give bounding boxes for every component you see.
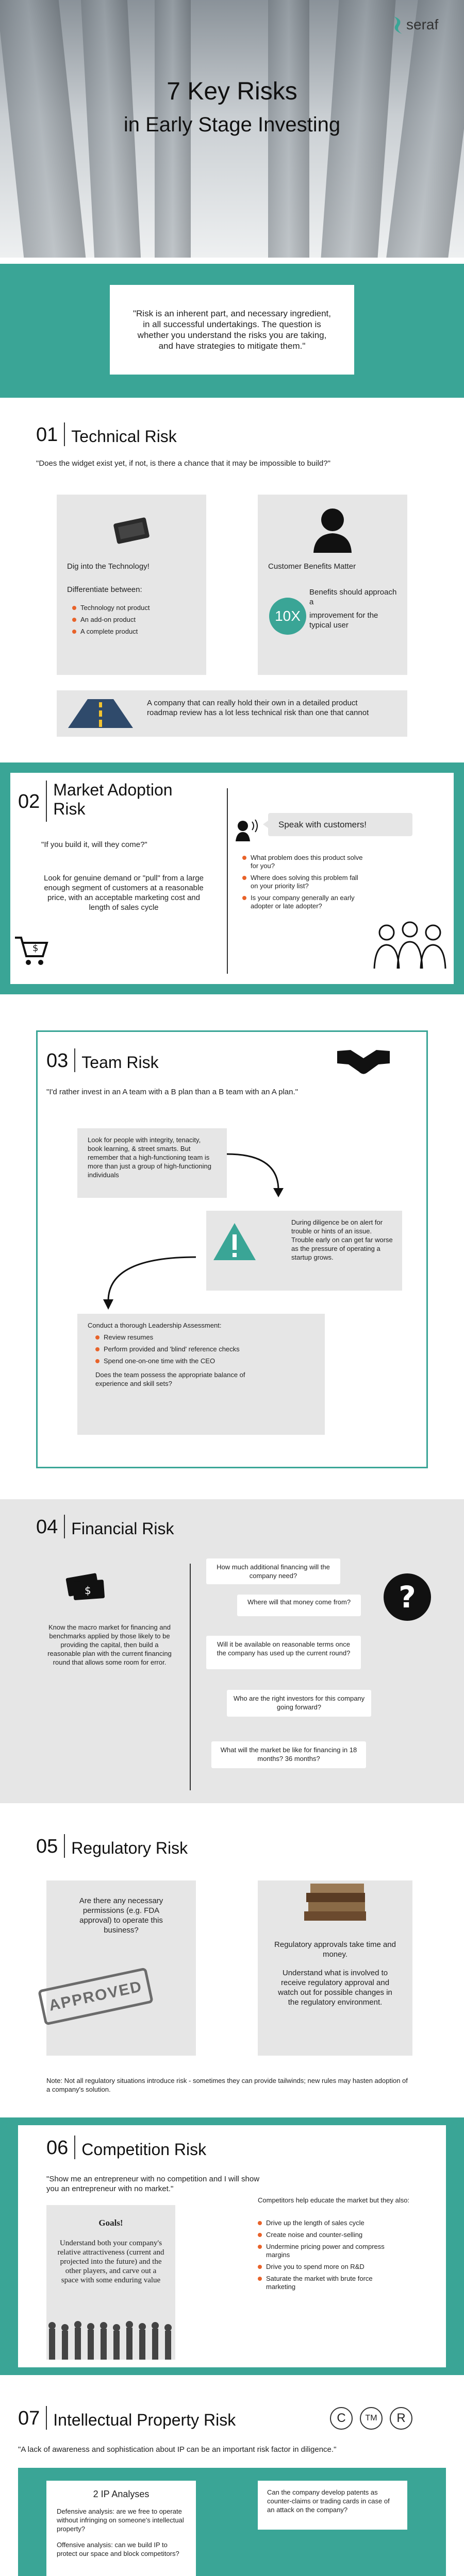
list-item: Technology not product (72, 604, 196, 612)
benefits-card-title: Customer Benefits Matter (268, 562, 356, 571)
trademark-icon: TM (360, 2407, 383, 2430)
section-6-title: Competition Risk (81, 2140, 207, 2159)
section-5-number: 05 (36, 1836, 58, 1857)
question-mark-icon (382, 1571, 433, 1623)
curved-arrow-icon-2 (98, 1252, 201, 1314)
list-item: Review resumes (95, 1333, 250, 1342)
svg-text:$: $ (32, 943, 39, 954)
section-2-header (18, 781, 173, 822)
section-7-number: 07 (18, 2408, 40, 2429)
question-bubble-2: Where will that money come from? (237, 1595, 361, 1616)
patents-box (258, 2481, 407, 2530)
competitors-intro: Competitors help educate the market but they also: (258, 2196, 410, 2204)
regulatory-note: Note: Not all regulatory situations introduce risk - sometimes they can provide tailwinds; new rules may hasten adoption of a company's solution. (46, 2077, 408, 2093)
goals-text: Understand both your company's relative attractiveness (current and projected into the future) and the other players, and carve out a space with some enduring value (57, 2239, 164, 2284)
section-4-number: 04 (36, 1516, 58, 1538)
ip-analyses-title: 2 IP Analyses (93, 2489, 150, 2499)
list-item: Perform provided and 'blind' reference checks (95, 1345, 250, 1353)
approvals-line-1: Regulatory approvals take time and money. (274, 1940, 396, 1959)
cart-icon (13, 933, 49, 969)
financing-text: Know the macro market for financing and benchmarks applied by those likely to be providing the capital, then build a reasonable plan with the current financing round that allows some room for error. (47, 1623, 172, 1666)
leadership-title: Conduct a thorough Leadership Assessment: (88, 1321, 222, 1329)
page-subtitle: in Early Stage Investing (123, 113, 341, 136)
section-5-title: Regulatory Risk (71, 1839, 188, 1857)
competitors-crowd-icon (46, 2318, 175, 2360)
tech-card (57, 495, 206, 675)
approved-stamp: APPROVED (38, 1967, 154, 2025)
offensive-analysis: Offensive analysis: can we build IP to protect our space and block competitors? (57, 2541, 179, 2557)
warning-icon (211, 1221, 258, 1262)
roadmap-card (57, 690, 407, 737)
section-3-quote: "I'd rather invest in an A team with a B plan than a B team with an A plan." (46, 1088, 298, 1096)
ten-x-badge: 10X (269, 598, 306, 635)
section-2-title-line2: Risk (53, 800, 86, 818)
section-1-number: 01 (36, 424, 58, 446)
section-3-header (46, 1048, 159, 1072)
permissions-card (46, 1880, 196, 2056)
section-1-header (36, 422, 177, 446)
section-1-title: Technical Risk (71, 427, 177, 446)
books-icon (299, 1875, 371, 1932)
section-7-title: Intellectual Property Risk (53, 2411, 236, 2429)
list-item: Create noise and counter-selling (258, 2231, 402, 2239)
section-7-header (18, 2406, 236, 2430)
section-1-quote: "Does the widget exist yet, if not, is there a chance that it may be impossible to build?" (36, 459, 330, 468)
section-5-header (36, 1834, 188, 1858)
question-bubble-5: What will the market be like for financing in 18 months? 36 months? (211, 1741, 366, 1768)
seraf-logo[interactable] (392, 14, 438, 35)
ip-symbols (330, 2407, 412, 2430)
road-icon (67, 698, 134, 729)
svg-text:?: ? (399, 1580, 416, 1615)
section-7-quote: "A lack of awareness and sophistication about IP can be an important risk factor in diligence." (18, 2445, 337, 2454)
list-item: Spend one-on-one time with the CEO (95, 1357, 250, 1365)
list-item: An add-on product (72, 616, 196, 624)
customer-questions (242, 850, 366, 914)
section-4-title: Financial Risk (71, 1519, 174, 1538)
speak-bubble: Speak with customers! (268, 813, 412, 836)
section-2-quote: "If you build it, will they come?" (41, 840, 147, 849)
list-item: Saturate the market with brute force marketing (258, 2275, 402, 2291)
user-silhouette-icon (309, 502, 356, 554)
bubble-tail-icon (263, 819, 270, 829)
seraf-logo-text: seraf (406, 16, 439, 32)
svg-text:$: $ (85, 1584, 91, 1597)
benefits-card (258, 495, 407, 675)
team-qualities-text: Look for people with integrity, tenacity, book learning, & street smarts. But remember that a high-functioning team is more than just a group of high-functioning individuals (88, 1136, 211, 1179)
list-item: Undermine pricing power and compress margins (258, 2243, 402, 2259)
competitor-effects-list (258, 2215, 402, 2295)
section-6-header (46, 2136, 206, 2159)
page-title: 7 Key Risks (167, 78, 297, 105)
list-item: A complete product (72, 628, 196, 636)
header-banner (0, 0, 464, 258)
approvals-card (258, 1880, 412, 2056)
list-item: What problem does this product solve for you? (242, 854, 366, 870)
team-qualities-box (77, 1128, 227, 1198)
handshake-icon (335, 1041, 392, 1077)
section-3-title: Team Risk (81, 1053, 159, 1072)
intro-quote-box (108, 283, 356, 376)
section-3-number: 03 (46, 1050, 69, 1072)
divider (227, 788, 228, 974)
registered-icon: R (390, 2407, 412, 2430)
tech-card-title: Dig into the Technology! (67, 562, 150, 571)
roadmap-text: A company that can really hold their own in a detailed product roadmap review has a lot less technical risk than one that cannot (147, 699, 369, 717)
chip-icon (106, 505, 157, 556)
tech-card-list (72, 600, 196, 639)
section-2-number: 02 (18, 791, 40, 812)
patents-text: Can the company develop patents as counter-claims or trading cards in case of an attack on the company? (267, 2488, 390, 2514)
permissions-text: Are there any necessary permissions (e.g. FDA approval) to operate this business? (79, 1896, 163, 1935)
list-item: Is your company generally an early adopter or late adopter? (242, 894, 366, 910)
list-item: Where does solving this problem fall on your priority list? (242, 874, 366, 890)
benefits-card-text-2: improvement for the typical user (309, 611, 378, 630)
section-6-quote: "Show me an entrepreneur with no competition and I will show you an entrepreneur with no market." (46, 2175, 260, 2193)
defensive-analysis: Defensive analysis: are we free to operate without infringing on someone's intellectual property? (57, 2507, 184, 2533)
money-icon (62, 1566, 108, 1607)
goals-title: Goals! (98, 2218, 123, 2228)
list-item: Drive you to spend more on R&D (258, 2263, 402, 2271)
divider (190, 1564, 191, 1790)
section-2-title-line1: Market Adoption (53, 781, 173, 799)
seraf-wing-icon (392, 14, 405, 35)
intro-quote: "Risk is an inherent part, and necessary ingredient, in all successful undertakings. The question is whether you understand the risks you are taking, and have strategies to mitigate them." (132, 309, 332, 351)
diligence-text: During diligence be on alert for trouble or hints of an issue. Trouble early on can get far worse as the pressure of operating a startup grows. (291, 1218, 393, 1261)
leadership-list (95, 1333, 250, 1365)
benefits-card-text: Benefits should approach a (309, 588, 397, 606)
speaking-icon (235, 817, 260, 842)
section-6-number: 06 (46, 2137, 69, 2159)
tech-card-subtitle: Differentiate between: (67, 585, 142, 594)
demand-text: Look for genuine demand or "pull" from a large enough segment of customers at a reasonable price, with an acceptable marketing cost and length of sales cycle (44, 874, 204, 912)
question-bubble-1: How much additional financing will the company need? (206, 1558, 340, 1584)
goals-card (46, 2205, 175, 2360)
curved-arrow-icon (222, 1149, 289, 1200)
question-bubble-3: Will it be available on reasonable terms once the company has used up the current round? (206, 1636, 361, 1669)
section-4-header (36, 1515, 174, 1538)
question-bubble-4: Who are the right investors for this company going forward? (227, 1690, 371, 1717)
approvals-line-2: Understand what is involved to receive regulatory approval and watch out for possible changes in the regulatory environment. (278, 1969, 392, 2007)
leadership-box (77, 1314, 325, 1435)
leadership-footnote: Does the team possess the appropriate balance of experience and skill sets? (95, 1371, 245, 1387)
people-group-icon (371, 917, 449, 974)
list-item: Drive up the length of sales cycle (258, 2219, 402, 2227)
ip-analyses-box (46, 2481, 196, 2576)
copyright-icon: C (330, 2407, 353, 2430)
